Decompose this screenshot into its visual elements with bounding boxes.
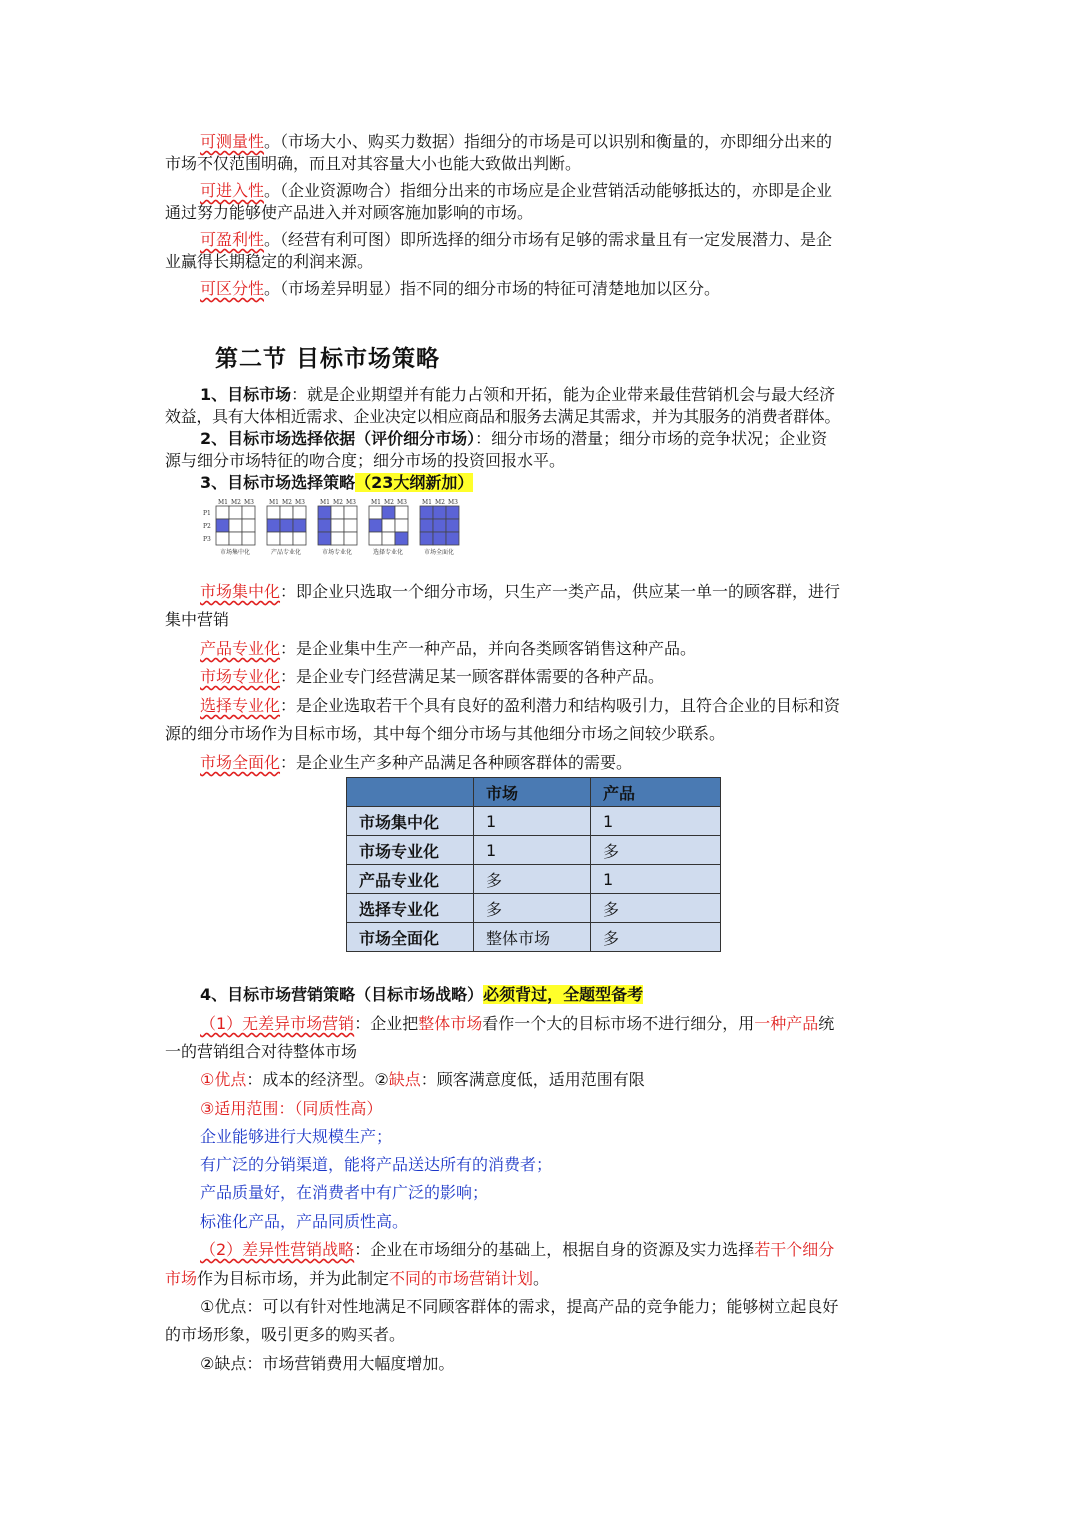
table-cell: 多 <box>591 836 721 865</box>
grid-cell <box>344 506 357 519</box>
column-label: M3 <box>448 499 458 506</box>
table-row <box>347 836 721 865</box>
strategy-grid <box>216 499 255 556</box>
highlight-tag: 必须背过，全题型备考 <box>483 985 644 1004</box>
grid-cell-filled <box>420 519 433 532</box>
strategy-text: ：是企业集中生产一种产品，并向各类顾客销售这种产品。 <box>280 639 697 658</box>
strategy-text: ：即企业只选取一个细分市场，只生产一类产品，供应某一单一的顾客群，进行 <box>280 582 841 601</box>
grid-cell <box>280 506 293 519</box>
grid-cell <box>229 519 242 532</box>
table-row <box>347 865 721 894</box>
con-text: ②缺点：市场营销费用大幅度增加。 <box>200 1354 455 1373</box>
grid-cell-filled <box>318 519 331 532</box>
grid-caption: 市场专业化 <box>321 549 353 556</box>
table-header: 市场 <box>474 778 591 807</box>
grid-cell <box>293 532 306 545</box>
strategy-product-specialization <box>200 638 917 660</box>
text-continued: 一的营销组合对待整体市场 <box>165 1042 358 1061</box>
text-continued <box>165 1268 917 1290</box>
grid-cell <box>229 532 242 545</box>
grid-cell <box>242 532 255 545</box>
table-cell: 多 <box>474 865 591 894</box>
column-label: M1 <box>269 499 279 506</box>
point-text: ：就是企业期望并有能力占领和开拓，能为企业带来最佳营销机会与最大经济 <box>291 385 836 404</box>
point-text-continued: 源与细分市场特征的吻合度；细分市场的投资回报水平。 <box>165 451 566 470</box>
strategy-text-continued: 集中营销 <box>165 610 230 629</box>
grid-cell <box>216 506 229 519</box>
pro-text: ：成本的经济型。② <box>246 1070 389 1089</box>
grid-cell <box>331 532 344 545</box>
pro-label: ①优点 <box>200 1070 247 1089</box>
grid-cell-filled <box>216 519 229 532</box>
grid-cell <box>293 506 306 519</box>
grid-cell-filled <box>369 519 382 532</box>
table-cell: 选择专业化 <box>347 894 474 923</box>
table-cell: 市场集中化 <box>347 807 474 836</box>
strategy-grid <box>318 499 357 556</box>
strategy-text: ：是企业专门经营满足某一顾客群体需要的各种产品。 <box>280 667 665 686</box>
grid-caption: 市场全面化 <box>423 549 455 556</box>
scope-condition: 企业能够进行大规模生产； <box>200 1127 393 1146</box>
table-cell: 产品专业化 <box>347 865 474 894</box>
table-header-row <box>347 778 721 807</box>
grid-cell-filled <box>382 506 395 519</box>
criterion-term: 可进入性 <box>200 181 265 200</box>
grid-cell <box>382 532 395 545</box>
criterion-text: 。（经营有利可图）即所选择的细分市场有足够的需求量且有一定发展潜力、是企 <box>264 230 833 249</box>
strategy-term: 市场全面化 <box>200 753 281 772</box>
column-label: M2 <box>282 499 292 506</box>
pro-text: ①优点：可以有针对性地满足不同顾客群体的需求，提高产品的竞争能力；能够树立起良好 <box>200 1297 839 1316</box>
strategy-term: 市场专业化 <box>200 667 281 686</box>
criterion-text-continued: 通过努力能够使产品进入并对顾客施加影响的市场。 <box>165 203 534 222</box>
grid-cell <box>267 532 280 545</box>
scope-condition: 有广泛的分销渠道，能将产品送达所有的消费者； <box>200 1155 553 1174</box>
text-fragment: ：企业在市场细分的基础上，根据自身的资源及实力选择 <box>354 1240 755 1259</box>
table-cell: 市场专业化 <box>347 836 474 865</box>
strategy-term: （2）差异性营销战略 <box>200 1240 355 1259</box>
highlight-tag: （23大纲新加） <box>355 473 474 492</box>
criterion-term: 可盈利性 <box>200 230 265 249</box>
grid-cell <box>344 519 357 532</box>
criterion-accessible <box>200 180 917 202</box>
undifferentiated-marketing <box>200 1013 917 1035</box>
emphasis-text: 整体市场 <box>418 1014 483 1033</box>
table-cell: 1 <box>591 807 721 836</box>
table-cell: 市场全面化 <box>347 923 474 952</box>
column-label: M1 <box>422 499 432 506</box>
point-1 <box>200 384 917 406</box>
differentiated-marketing <box>200 1239 917 1261</box>
strategy-grid <box>420 499 459 556</box>
grid-cell <box>331 506 344 519</box>
grid-cell <box>280 532 293 545</box>
strategy-text: ：是企业生产多种产品满足各种顾客群体的需要。 <box>280 753 633 772</box>
emphasis-text: 市场 <box>165 1269 198 1288</box>
criterion-text: 。（市场大小、购买力数据）指细分的市场是可以识别和衡量的，亦即细分出来的 <box>264 132 833 151</box>
emphasis-text: 不同的市场营销计划 <box>389 1269 534 1288</box>
grid-cell <box>216 532 229 545</box>
table-row <box>347 894 721 923</box>
column-label: M2 <box>435 499 445 506</box>
criterion-term: 可区分性 <box>200 279 265 298</box>
grid-cell <box>369 506 382 519</box>
table-cell: 1 <box>474 807 591 836</box>
column-label: M2 <box>333 499 343 506</box>
row-label: P3 <box>203 536 211 543</box>
grid-cell <box>395 519 408 532</box>
grid-caption: 产品专业化 <box>270 549 302 556</box>
con-label: 缺点 <box>388 1070 421 1089</box>
grid-cell <box>267 506 280 519</box>
grid-caption: 选择专业化 <box>372 549 404 556</box>
column-label: M1 <box>371 499 381 506</box>
grid-cell-filled <box>395 532 408 545</box>
scope-condition: 产品质量好，在消费者中有广泛的影响； <box>200 1183 489 1202</box>
column-label: M2 <box>384 499 394 506</box>
criterion-text-continued: 市场不仅范围明确，而且对其容量大小也能大致做出判断。 <box>165 154 582 173</box>
table-cell: 多 <box>474 894 591 923</box>
column-label: M1 <box>320 499 330 506</box>
row-label: P2 <box>203 523 211 530</box>
grid-cell-filled <box>267 519 280 532</box>
row-label: P1 <box>203 510 211 517</box>
strategy-term: 产品专业化 <box>200 639 281 658</box>
criterion-text: 。（企业资源吻合）指细分出来的市场应是企业营销活动能够抵达的，亦即是企业 <box>264 181 833 200</box>
table-cell: 多 <box>591 923 721 952</box>
strategy-text-continued: 源的细分市场作为目标市场，其中每个细分市场与其他细分市场之间较少联系。 <box>165 724 726 743</box>
strategy-grid <box>267 499 306 556</box>
emphasis-text: 若干个细分 <box>754 1240 835 1259</box>
table-cell: 整体市场 <box>474 923 591 952</box>
section-title: 第二节 目标市场策略 <box>215 346 441 372</box>
grid-cell <box>242 519 255 532</box>
table-header: 产品 <box>591 778 721 807</box>
grid-cell-filled <box>318 506 331 519</box>
strategy-grid <box>369 499 408 556</box>
grid-cell-filled <box>446 519 459 532</box>
column-label: M3 <box>244 499 254 506</box>
strategy-full-coverage <box>200 752 917 774</box>
point-lead: 3、目标市场选择策略 <box>200 473 356 492</box>
strategy-term: 选择专业化 <box>200 696 281 715</box>
text-continued: 的市场形象，吸引更多的购买者。 <box>165 1325 406 1344</box>
table-cell: 1 <box>591 865 721 894</box>
criterion-distinguishable <box>200 278 917 300</box>
grid-cell <box>369 532 382 545</box>
grid-cell-filled <box>433 506 446 519</box>
grid-cell <box>344 532 357 545</box>
text-fragment: ：企业把 <box>354 1014 419 1033</box>
strategy-diagram <box>198 497 488 573</box>
point-4 <box>200 984 917 1006</box>
column-label: M1 <box>218 499 228 506</box>
point-text: ：细分市场的潜量；细分市场的竞争状况；企业资 <box>475 429 828 448</box>
grid-cell-filled <box>280 519 293 532</box>
criterion-text: 。（市场差异明显）指不同的细分市场的特征可清楚地加以区分。 <box>264 279 721 298</box>
grid-cell <box>242 506 255 519</box>
con-text: ：顾客满意度低，适用范围有限 <box>420 1070 645 1089</box>
criterion-measurable <box>200 131 917 153</box>
criterion-profitable <box>200 229 917 251</box>
strategy-market-concentration <box>200 581 917 603</box>
scope-heading: ③适用范围：（同质性高） <box>200 1099 383 1118</box>
strategy-table <box>346 777 721 952</box>
text-fragment: 。 <box>533 1269 550 1288</box>
strategy-selective-specialization <box>200 695 917 717</box>
table-row <box>347 807 721 836</box>
point-lead: 4、目标市场营销策略（目标市场战略） <box>200 985 484 1004</box>
grid-cell <box>382 519 395 532</box>
column-label: M2 <box>231 499 241 506</box>
point-lead: 2、目标市场选择依据（评价细分市场） <box>200 429 476 448</box>
grid-cell-filled <box>433 532 446 545</box>
emphasis-text: 一种产品 <box>754 1014 819 1033</box>
grid-cell-filled <box>293 519 306 532</box>
text-fragment: 作为目标市场，并为此制定 <box>197 1269 390 1288</box>
grid-cell-filled <box>318 532 331 545</box>
strategy-text: ：是企业选取若干个具有良好的盈利潜力和结构吸引力，且符合企业的目标和资 <box>280 696 841 715</box>
scope-condition: 标准化产品，产品同质性高。 <box>200 1212 409 1231</box>
grid-cell-filled <box>446 506 459 519</box>
grid-cell-filled <box>420 506 433 519</box>
table-cell: 多 <box>591 894 721 923</box>
table-cell: 1 <box>474 836 591 865</box>
grid-cell <box>395 506 408 519</box>
grid-cell <box>331 519 344 532</box>
strategy-term: 市场集中化 <box>200 582 281 601</box>
grid-cell-filled <box>433 519 446 532</box>
text-fragment: 看作一个大的目标市场不进行细分，用 <box>482 1014 755 1033</box>
point-3 <box>200 472 917 494</box>
strategy-term: （1）无差异市场营销 <box>200 1014 355 1033</box>
text-fragment: 统 <box>818 1014 835 1033</box>
column-label: M3 <box>346 499 356 506</box>
pros-cons-line <box>200 1069 917 1091</box>
table-header <box>347 778 474 807</box>
grid-caption: 市场集中化 <box>219 549 251 556</box>
point-lead: 1、目标市场 <box>200 385 292 404</box>
column-label: M3 <box>397 499 407 506</box>
grid-cell-filled <box>420 532 433 545</box>
table-row <box>347 923 721 952</box>
point-2 <box>200 428 917 450</box>
criterion-term: 可测量性 <box>200 132 265 151</box>
grid-cell <box>229 506 242 519</box>
column-label: M3 <box>295 499 305 506</box>
grid-cell-filled <box>446 532 459 545</box>
point-text-continued: 效益，具有大体相近需求、企业决定以相应商品和服务去满足其需求，并为其服务的消费者群体。 <box>165 407 841 426</box>
criterion-text-continued: 业赢得长期稳定的利润来源。 <box>165 252 374 271</box>
strategy-market-specialization <box>200 666 917 688</box>
